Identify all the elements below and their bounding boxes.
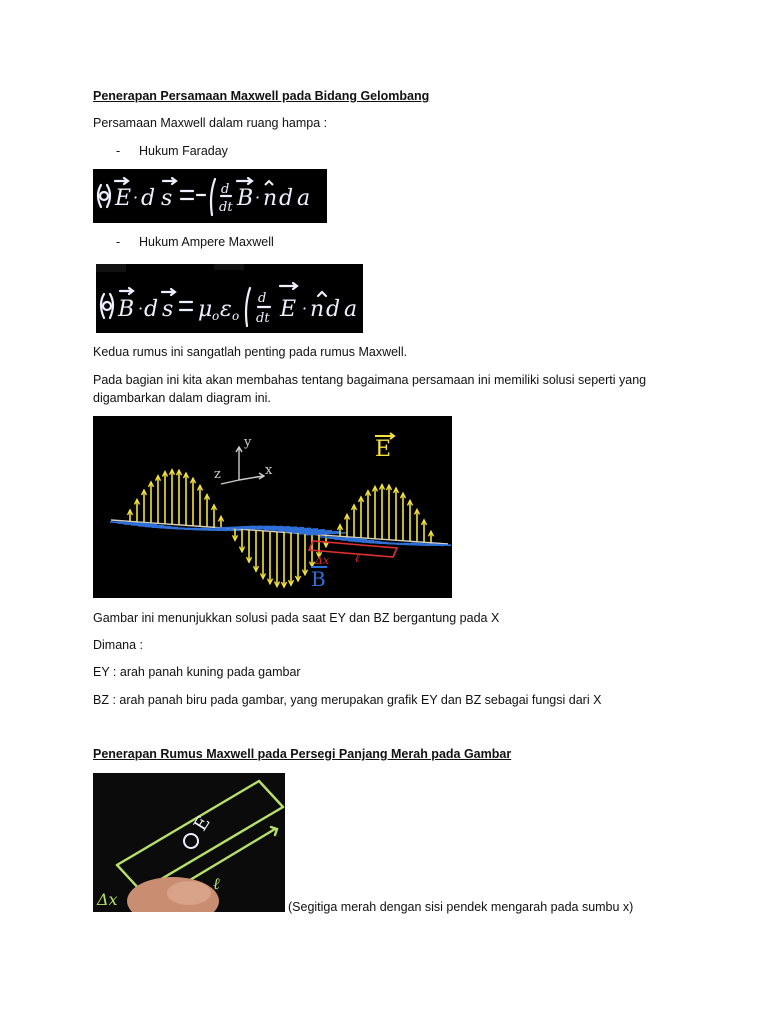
paragraph-1: Kedua rumus ini sangatlah penting pada rumus Maxwell. bbox=[93, 345, 408, 359]
svg-text:dt: dt bbox=[256, 311, 270, 326]
svg-text:n: n bbox=[310, 297, 325, 322]
svg-text:d: d bbox=[326, 297, 341, 322]
svg-text:·: · bbox=[302, 299, 308, 318]
section-heading-2: Penerapan Rumus Maxwell pada Persegi Panjang Merah pada Gambar bbox=[93, 747, 512, 761]
ampere-label: Hukum Ampere Maxwell bbox=[139, 235, 274, 249]
svg-text:d: d bbox=[258, 291, 267, 306]
svg-text:d: d bbox=[221, 182, 230, 197]
svg-text:d: d bbox=[141, 186, 156, 211]
dimana-label: Dimana : bbox=[93, 638, 144, 652]
svg-text:s: s bbox=[162, 297, 174, 322]
svg-text:a: a bbox=[297, 186, 311, 211]
bullet-marker-2: - bbox=[116, 235, 121, 249]
svg-text:E: E bbox=[375, 437, 392, 462]
svg-text:o: o bbox=[232, 309, 240, 323]
svg-text:μ: μ bbox=[198, 297, 213, 322]
paragraph-2-line-2: digambarkan dalam diagram ini. bbox=[93, 391, 271, 405]
svg-text:a: a bbox=[344, 297, 358, 322]
svg-text:E: E bbox=[280, 297, 297, 322]
svg-text:x: x bbox=[265, 463, 273, 478]
svg-text:dt: dt bbox=[219, 200, 233, 215]
ampere-equation-image bbox=[96, 264, 363, 333]
svg-text:E: E bbox=[189, 812, 215, 835]
svg-text:Δx: Δx bbox=[315, 554, 330, 567]
paragraph-2-line-1: Pada bagian ini kita akan membahas tentang bagaimana persamaan ini memiliki solusi seperti yang bbox=[93, 373, 647, 387]
svg-text:o: o bbox=[212, 309, 220, 323]
rectangle-diagram-image bbox=[93, 773, 285, 912]
svg-text:y: y bbox=[244, 435, 252, 450]
section-heading-1: Penerapan Persamaan Maxwell pada Bidang Gelombang bbox=[93, 89, 430, 103]
svg-text:d: d bbox=[279, 186, 294, 211]
em-wave-diagram bbox=[93, 416, 452, 598]
svg-text:E: E bbox=[115, 186, 132, 211]
svg-text:ℓ: ℓ bbox=[213, 874, 220, 893]
svg-text:B: B bbox=[118, 297, 135, 322]
svg-text:z: z bbox=[214, 467, 221, 482]
bz-definition: BZ : arah panah biru pada gambar, yang merupakan grafik EY dan BZ sebagai fungsi dari X bbox=[93, 693, 602, 707]
ey-definition: EY : arah panah kuning pada gambar bbox=[93, 665, 301, 679]
svg-text:B: B bbox=[311, 567, 326, 591]
svg-text:s: s bbox=[161, 186, 173, 211]
svg-text:·: · bbox=[255, 188, 261, 207]
svg-text:B: B bbox=[237, 186, 254, 211]
bullet-marker: - bbox=[116, 144, 121, 158]
svg-text:·: · bbox=[138, 299, 144, 318]
diagram-caption: Gambar ini menunjukkan solusi pada saat EY dan BZ bergantung pada X bbox=[93, 611, 500, 625]
faraday-label: Hukum Faraday bbox=[139, 144, 228, 158]
svg-text:ℓ: ℓ bbox=[355, 552, 360, 565]
svg-text:Δx: Δx bbox=[97, 890, 118, 909]
rectangle-note: (Segitiga merah dengan sisi pendek mengarah pada sumbu x) bbox=[288, 900, 634, 914]
svg-text:·: · bbox=[133, 188, 139, 207]
svg-text:d: d bbox=[144, 297, 159, 322]
svg-text:n: n bbox=[263, 186, 278, 211]
svg-text:ε: ε bbox=[220, 297, 232, 322]
faraday-equation-image bbox=[93, 169, 327, 223]
intro-text: Persamaan Maxwell dalam ruang hampa : bbox=[93, 116, 328, 130]
